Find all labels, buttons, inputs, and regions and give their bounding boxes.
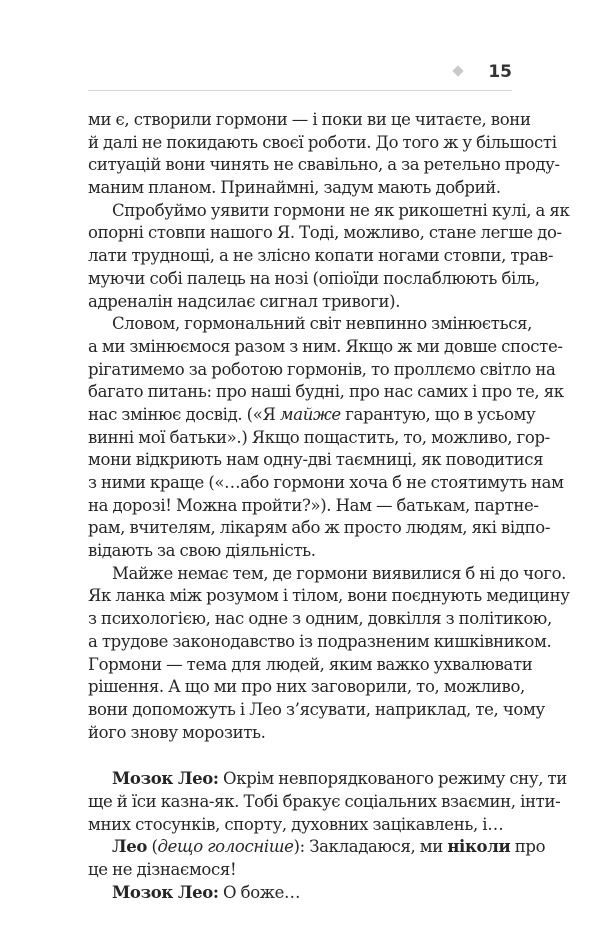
- dialogue-line: мних стосунків, спорту, духовних зацікавлень, і…: [88, 814, 504, 834]
- text-segment: нас змінює досвід. («Я: [88, 404, 280, 424]
- text-line: рігатимемо за роботою гормонів, то проллємо світло на: [88, 359, 556, 379]
- text-line: з психологією, нас одне з одним, довкілля з політикою,: [88, 609, 552, 629]
- paragraph-1: [88, 109, 560, 200]
- text-line: Словом, гормональний світ невпинно змінюється,: [112, 314, 533, 334]
- text-line: ситуацій вони чинять не свавільно, а за ретельно проду-: [88, 155, 560, 175]
- text-line: винні мої батьки».) Якщо пощастить, то, можливо, гор-: [88, 427, 550, 447]
- speaker-label: Лео: [112, 837, 148, 857]
- text-line: Майже немає тем, де гормони виявилися б ні до чого.: [112, 563, 567, 583]
- text-line: маним планом. Принаймні, задум мають добрий.: [88, 178, 501, 198]
- text-segment: ): Закладаюся, ми: [293, 837, 448, 857]
- text-line: опорні стовпи нашого Я. Тоді, можливо, стане легше до-: [88, 223, 562, 243]
- text-segment: гарантую, що в усьому: [340, 404, 536, 424]
- text-line: вони допоможуть і Лео з’ясувати, наприклад, те, чому: [88, 699, 545, 719]
- dialogue-line: це не дізнаємося!: [88, 860, 237, 879]
- text-line: Спробуймо уявити гормони не як рикошетні кулі, а як: [112, 200, 570, 220]
- text-line: рам, вчителям, лікарям або ж просто людям, які відпо-: [88, 518, 551, 538]
- text-segment: О боже…: [218, 882, 301, 902]
- dialogue-line: [88, 768, 567, 791]
- dialogue-line: ще й їси казна-як. Тобі бракує соціальних взаємин, інти-: [88, 791, 561, 811]
- paragraph-4: [88, 563, 570, 745]
- text-line: рішення. А що ми про них заговорили, то, можливо,: [88, 677, 525, 697]
- text-line: багато питань: про наші будні, про нас самих і про те, як: [88, 382, 564, 402]
- text-line: адреналін надсилає сигнал тривоги).: [88, 291, 401, 311]
- paragraph-2: [88, 200, 570, 313]
- dialogue-line: [88, 836, 546, 859]
- text-line: а трудове законодавство із подразненим кишківником.: [88, 631, 552, 651]
- text-line: а ми змінюємося разом з ним. Якщо ж ми довше спосте-: [88, 336, 563, 356]
- dialogue-block: [88, 768, 567, 904]
- text-line: Гормони — тема для людей, яким важко ухвалювати: [88, 654, 533, 674]
- text-segment: Окрім невпорядкованого режиму сну, ти: [218, 769, 567, 789]
- section-gap: [88, 744, 512, 768]
- text-line: Як ланка між розумом і тілом, вони поєднують медицину: [88, 586, 570, 606]
- text-line: ми є, створили гормони — і поки ви це читаєте, вони: [88, 110, 531, 129]
- page-body: [88, 109, 570, 904]
- text-segment: (: [147, 837, 158, 857]
- text-line: [88, 404, 536, 427]
- speaker-label: Мозок Лео:: [112, 882, 219, 902]
- emphasis: майже: [279, 404, 341, 424]
- text-line: лати труднощі, а не злісно копати ногами стовпи, трав-: [88, 246, 554, 266]
- text-line: його знову морозить.: [88, 722, 266, 742]
- strong-emphasis: ніколи: [447, 837, 511, 857]
- page-number: 15: [488, 62, 512, 82]
- text-line: відають за свою діяльність.: [88, 541, 316, 561]
- text-line: з ними краще («…або гормони хоча б не стоятимуть нам: [88, 473, 564, 492]
- text-line: й далі не покидають своєї роботи. До того ж у більшості: [88, 132, 557, 152]
- text-line: на дорозі! Можна пройти?»). Нам — батькам, партне-: [88, 495, 539, 515]
- dialogue-line: [88, 882, 512, 905]
- text-line: мони відкриють нам одну-дві таємниці, як поводитися: [88, 450, 544, 470]
- text-line: муючи собі палець на нозі (опіоїди послаблюють біль,: [88, 268, 540, 288]
- text-segment: про: [510, 837, 546, 857]
- speaker-label: Мозок Лео:: [112, 769, 219, 789]
- running-header: [88, 58, 512, 91]
- paragraph-3: [88, 313, 564, 563]
- stage-direction: дещо голосніше: [157, 837, 294, 857]
